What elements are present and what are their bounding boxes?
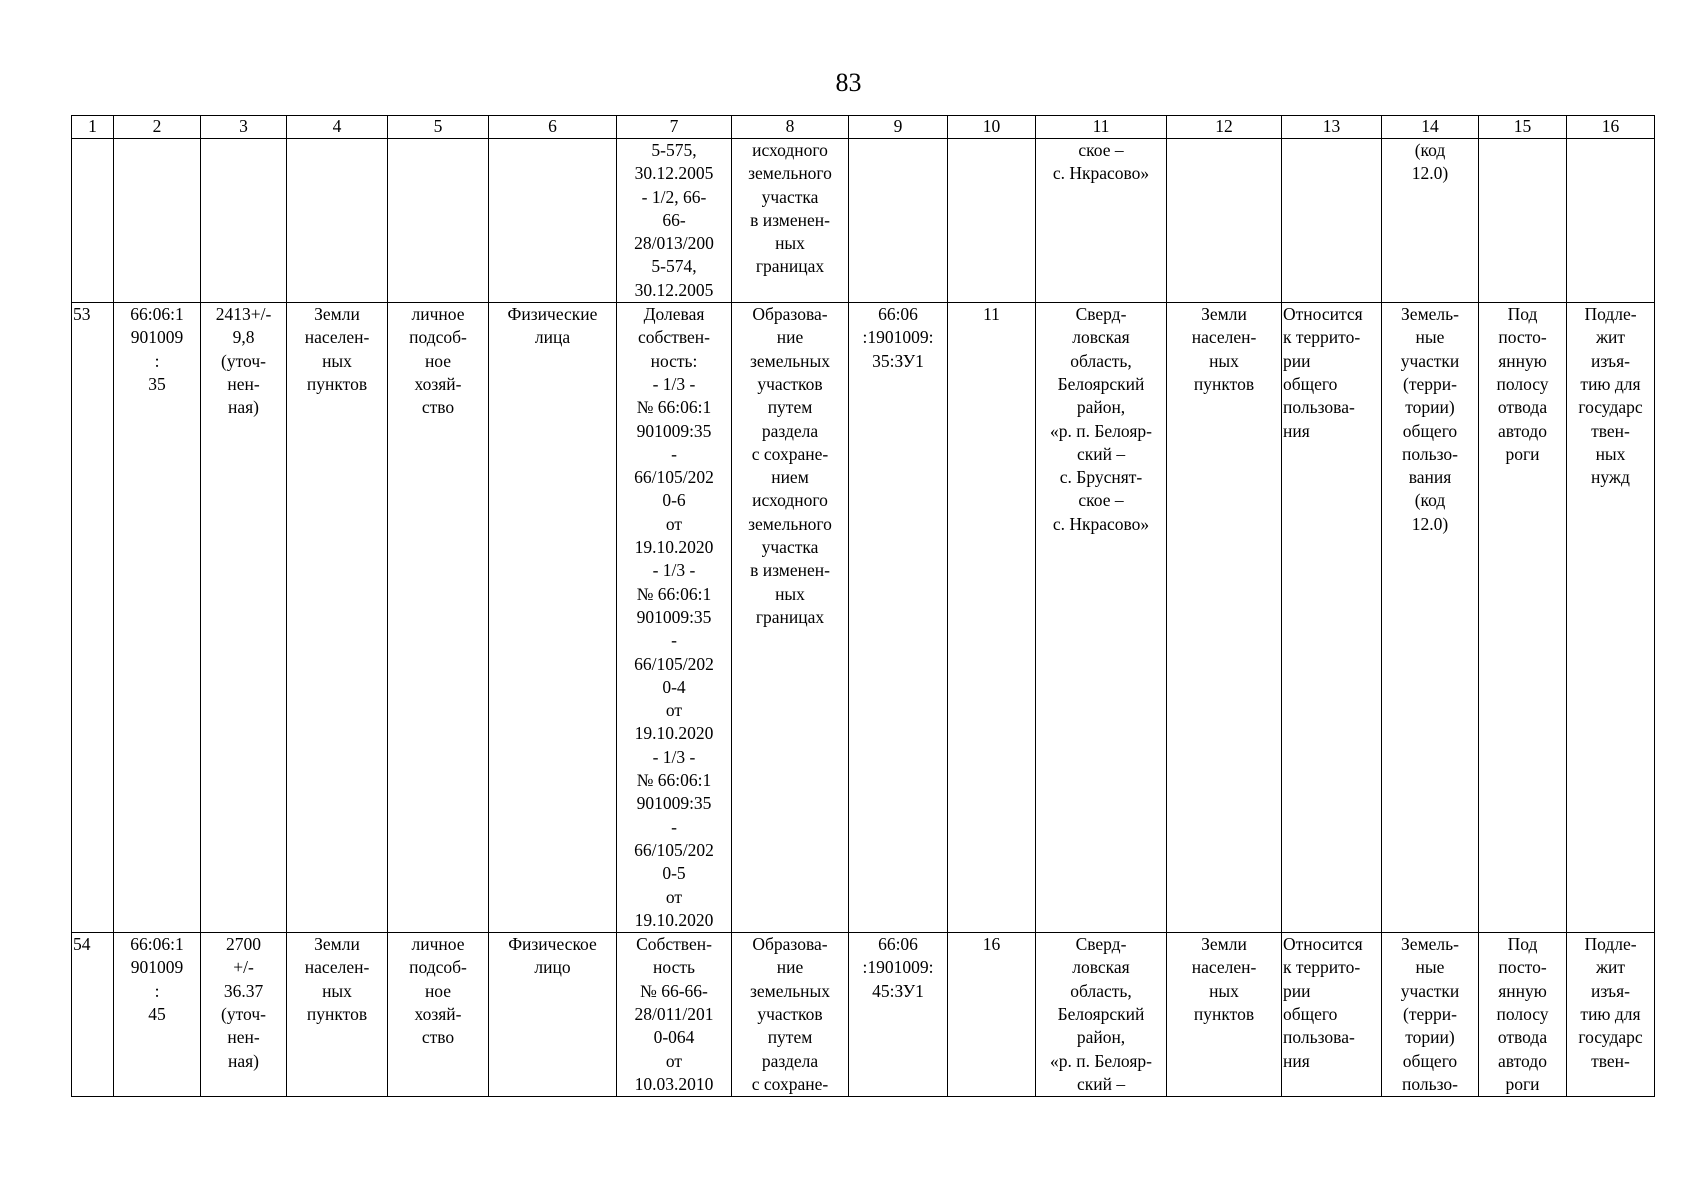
- column-header: 1: [72, 116, 114, 139]
- table-cell: 54: [72, 933, 114, 1097]
- table-cell: 53: [72, 303, 114, 933]
- table-cell: Образова- ние земельных участков путем раздела с сохране-: [732, 933, 849, 1097]
- table-cell: [849, 139, 948, 303]
- table-cell: 66:06:1 901009 : 45: [114, 933, 201, 1097]
- table-cell: 5-575, 30.12.2005 - 1/2, 66- 66- 28/013/200 5-574, 30.12.2005: [617, 139, 732, 303]
- table-cell: [1567, 139, 1655, 303]
- table-cell: Под посто- янную полосу отвода автодо роги: [1479, 303, 1567, 933]
- table-cell: [948, 139, 1036, 303]
- table-cell: [72, 139, 114, 303]
- table-cell: Под посто- янную полосу отвода автодо роги: [1479, 933, 1567, 1097]
- table-cell: [1282, 139, 1382, 303]
- table-cell: 66:06 :1901009: 35:ЗУ1: [849, 303, 948, 933]
- table-cell: 11: [948, 303, 1036, 933]
- table-cell: Физические лица: [489, 303, 617, 933]
- table-cell: Относится к террито- рии общего пользова- ния: [1282, 303, 1382, 933]
- column-header: 16: [1567, 116, 1655, 139]
- table-cell: Земли населен- ных пунктов: [1167, 933, 1282, 1097]
- column-header: 14: [1382, 116, 1479, 139]
- table-row: [72, 933, 1655, 1097]
- table-cell: Земель- ные участки (терри- тории) общего пользо-: [1382, 933, 1479, 1097]
- table-cell: ское – с. Нкрасово»: [1036, 139, 1167, 303]
- table-cell: [1479, 139, 1567, 303]
- table-cell: Долевая собствен- ность: - 1/3 - № 66:06:1 901009:35 - 66/105/202 0-6 от 19.10.2020 - 1/3 - № 66:06:1 901009:35 - 66/105/202 0-4 от 19.10.2020 - 1/3 - № 66:06:1 901009:35 - 66/105/202 0-5 от 19.10.2020: [617, 303, 732, 933]
- table-cell: Сверд- ловская область, Белоярский район, «р. п. Белояр- ский – с. Бруснят- ское – с. Нкрасово»: [1036, 303, 1167, 933]
- table-cell: Земли населен- ных пунктов: [287, 933, 388, 1097]
- column-header: 10: [948, 116, 1036, 139]
- column-header: 5: [388, 116, 489, 139]
- table-row: [72, 139, 1655, 303]
- column-header: 13: [1282, 116, 1382, 139]
- page-number: 83: [835, 68, 862, 97]
- column-header: 4: [287, 116, 388, 139]
- table-cell: (код 12.0): [1382, 139, 1479, 303]
- column-header: 2: [114, 116, 201, 139]
- column-header: 12: [1167, 116, 1282, 139]
- column-header: 8: [732, 116, 849, 139]
- column-header: 9: [849, 116, 948, 139]
- column-header: 6: [489, 116, 617, 139]
- table-cell: 2413+/- 9,8 (уточ- нен- ная): [201, 303, 287, 933]
- column-header: 11: [1036, 116, 1167, 139]
- table-cell: [1167, 139, 1282, 303]
- table-row: [72, 303, 1655, 933]
- table-cell: Сверд- ловская область, Белоярский район, «р. п. Белояр- ский –: [1036, 933, 1167, 1097]
- table-cell: [388, 139, 489, 303]
- table-cell: 66:06:1 901009 : 35: [114, 303, 201, 933]
- table-cell: Земли населен- ных пунктов: [287, 303, 388, 933]
- table-cell: Земель- ные участки (терри- тории) общего пользо- вания (код 12.0): [1382, 303, 1479, 933]
- table-cell: Земли населен- ных пунктов: [1167, 303, 1282, 933]
- column-number-row: [72, 116, 1655, 139]
- table-cell: Подле- жит изъя- тию для государс твен- ных нужд: [1567, 303, 1655, 933]
- table-cell: [114, 139, 201, 303]
- table-cell: личное подсоб- ное хозяй- ство: [388, 303, 489, 933]
- table-cell: Собствен- ность № 66-66- 28/011/201 0-064 от 10.03.2010: [617, 933, 732, 1097]
- table-cell: [489, 139, 617, 303]
- table-cell: 2700 +/- 36.37 (уточ- нен- ная): [201, 933, 287, 1097]
- table-cell: личное подсоб- ное хозяй- ство: [388, 933, 489, 1097]
- table-cell: [287, 139, 388, 303]
- table-cell: Образова- ние земельных участков путем раздела с сохране- нием исходного земельного участка в изменен- ных границах: [732, 303, 849, 933]
- table-cell: исходного земельного участка в изменен- ных границах: [732, 139, 849, 303]
- column-header: 7: [617, 116, 732, 139]
- table-cell: 16: [948, 933, 1036, 1097]
- table-cell: Относится к террито- рии общего пользова- ния: [1282, 933, 1382, 1097]
- column-header: 15: [1479, 116, 1567, 139]
- table-cell: Физическое лицо: [489, 933, 617, 1097]
- table-cell: 66:06 :1901009: 45:ЗУ1: [849, 933, 948, 1097]
- table-cell: Подле- жит изъя- тию для государс твен-: [1567, 933, 1655, 1097]
- land-plots-table: [71, 115, 1655, 1097]
- table-cell: [201, 139, 287, 303]
- column-header: 3: [201, 116, 287, 139]
